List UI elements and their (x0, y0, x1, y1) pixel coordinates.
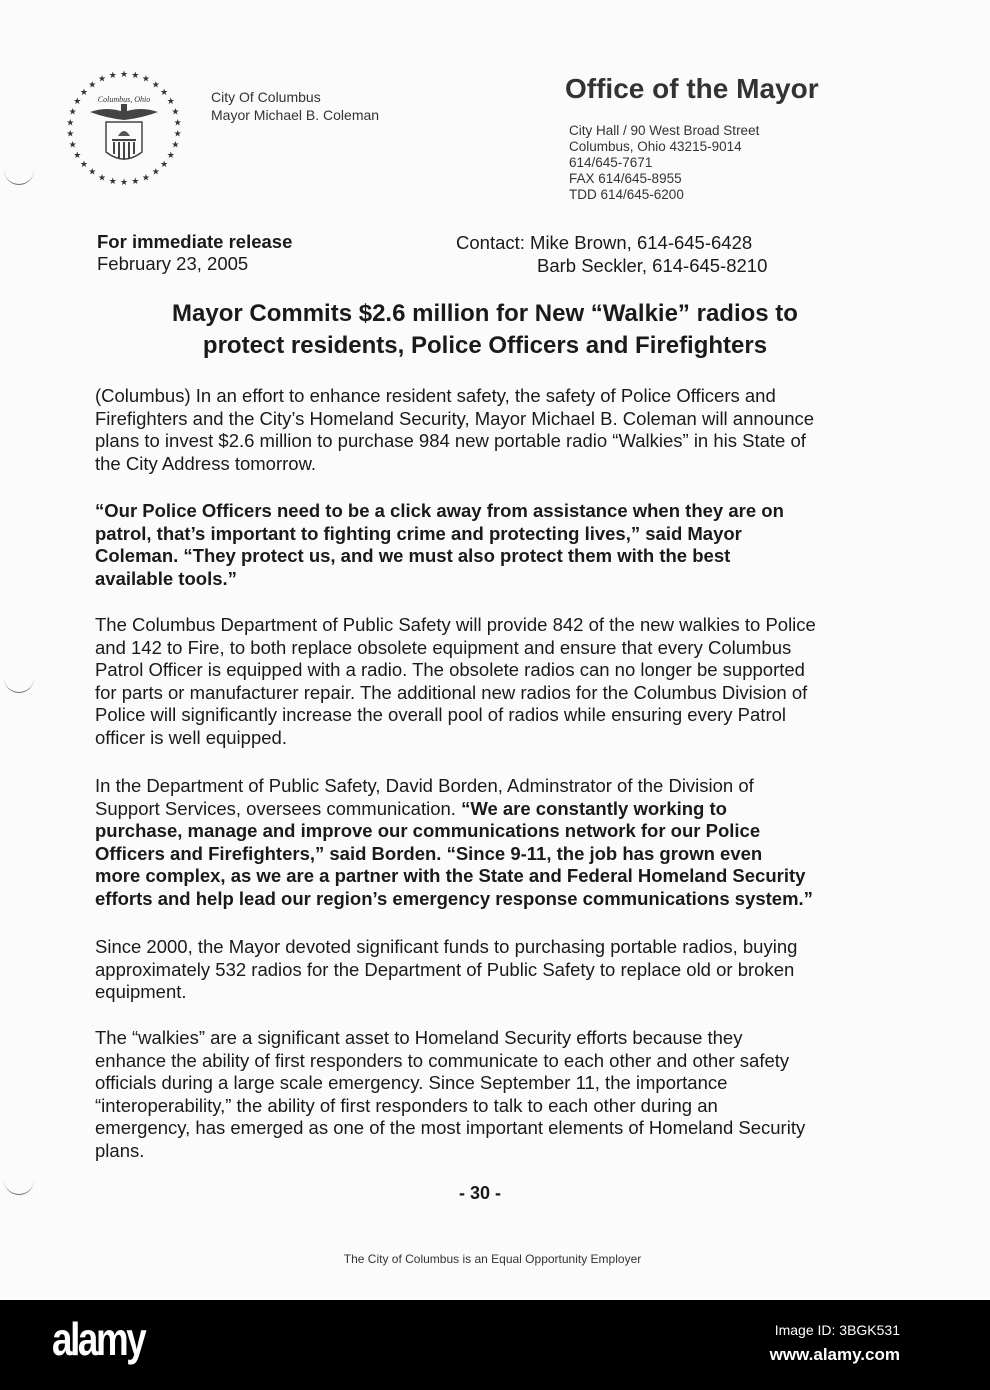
body-text: In the Department of Public Safety, David Borden, Adminstrator of the Division of (95, 775, 754, 796)
office-address (569, 123, 759, 203)
headline (0, 298, 970, 362)
star-icon: ★ (66, 128, 75, 139)
quote-text: available tools.” (95, 567, 237, 589)
paragraph-line (95, 385, 814, 408)
paragraph (95, 1027, 805, 1162)
quote-text: more complex, as we are a partner with the State and Federal Homeland Security (95, 865, 806, 886)
star-icon: ★ (166, 96, 175, 106)
star-icon: ★ (68, 139, 77, 150)
paragraph-line (95, 545, 784, 568)
body-text: and 142 to Fire, to both replace obsolete equipment and ensure that every Columbus (95, 636, 792, 658)
body-text: Since 2000, the Mayor devoted significant funds to purchasing portable radios, buying (95, 936, 798, 957)
office-title: Office of the Mayor (565, 73, 819, 104)
address-line: Columbus, Ohio 43215-9014 (569, 139, 742, 154)
headline-line: protect residents, Police Officers and Firefighters (202, 332, 768, 359)
quote-text: “Our Police Officers need to be a click away from assistance when they are on (95, 500, 784, 521)
paragraph (95, 936, 797, 1004)
paragraph-line (95, 523, 784, 546)
paragraph-line (95, 659, 816, 682)
body-text: Police will significantly increase the overall pool of radios while ensuring every Patrol (95, 704, 787, 725)
body-text: for parts or manufacturer repair. The additional new radios for the Columbus Division of (95, 681, 808, 703)
paragraph-line (95, 682, 816, 705)
body-text: Firefighters and the City’s Homeland Security, Mayor Michael B. Coleman will announce (95, 407, 815, 429)
paragraph-line (95, 1050, 805, 1073)
quote-text: efforts and help lead our region’s emergency response communications system.” (95, 887, 813, 909)
star-icon: ★ (171, 106, 180, 117)
paragraph (95, 500, 784, 590)
star-icon: ★ (66, 117, 75, 128)
body-text: plans. (95, 1139, 145, 1161)
star-icon: ★ (73, 96, 82, 106)
star-icon: ★ (119, 177, 129, 187)
footer-text: The City of Columbus is an Equal Opportunity Employer (343, 1252, 642, 1266)
paragraph-line (95, 1027, 805, 1050)
body-text: Support Services, oversees communication. (95, 797, 462, 819)
paragraph-line (95, 453, 814, 476)
star-icon: ★ (97, 73, 107, 84)
body-text: the City Address tomorrow. (95, 452, 317, 474)
star-icon: ★ (79, 86, 88, 97)
star-icon: ★ (141, 73, 151, 84)
body-text: equipment. (95, 981, 187, 1002)
quote-text: Coleman. “They protect us, and we must also protect them with the best (95, 545, 731, 566)
seal-text: Columbus, Ohio (97, 95, 151, 104)
body-text: emergency, has emerged as one of the most important elements of Homeland Security (95, 1117, 806, 1138)
star-icon: ★ (160, 159, 169, 170)
image-id: Image ID: 3BGK531 (774, 1322, 900, 1338)
watermark-url: www.alamy.com (769, 1345, 900, 1364)
star-icon: ★ (141, 172, 151, 183)
paragraph-line (95, 1140, 805, 1163)
contact-2: Barb Seckler, 614-645-8210 (537, 255, 768, 276)
paragraph-line (95, 1117, 805, 1140)
paragraph-line (95, 959, 797, 982)
contact-1: Contact: Mike Brown, 614-645-6428 (456, 232, 753, 253)
phone-line: 614/645-7671 (569, 155, 653, 170)
body-text: Patrol Officer is equipped with a radio. The obsolete radios can no longer be supported (95, 659, 805, 680)
star-icon: ★ (88, 79, 97, 90)
tdd-line: TDD 614/645-6200 (569, 187, 684, 202)
paragraph-line (95, 500, 784, 523)
star-icon: ★ (166, 150, 175, 160)
star-icon: ★ (119, 69, 129, 79)
paragraph-line (95, 888, 813, 911)
watermark-bar (0, 1300, 990, 1390)
quote-text: purchase, manage and improve our communications network for our Police (95, 820, 761, 841)
star-icon: ★ (151, 79, 160, 90)
star-icon: ★ (173, 117, 182, 128)
binder-hole-mark (4, 678, 34, 693)
star-icon: ★ (173, 128, 182, 139)
body-text: plans to invest $2.6 million to purchase 984 new portable radio “Walkies” in his State of (95, 430, 806, 451)
quote-text: Officers and Firefighters,” said Borden. “Since 9-11, the job has grown even (95, 842, 763, 864)
paragraph-line (95, 843, 813, 866)
star-icon: ★ (79, 159, 88, 170)
page-number: - 30 - (458, 1183, 501, 1203)
body-text: approximately 532 radios for the Department of Public Safety to replace old or broken (95, 958, 795, 980)
paragraph-line (95, 820, 813, 843)
body-text: officer is well equipped. (95, 726, 287, 748)
headline-line: Mayor Commits $2.6 million for New “Walkie” radios to (172, 300, 798, 327)
paragraph-line (95, 865, 813, 888)
paragraph-line (95, 1095, 805, 1118)
paragraph-line (95, 637, 816, 660)
body-text: officials during a large scale emergency. Since September 11, the importance (95, 1072, 728, 1093)
star-icon: ★ (108, 175, 117, 186)
letterhead-city: City Of Columbus (211, 89, 321, 105)
body-text: (Columbus) In an effort to enhance resident safety, the safety of Police Officers and (95, 385, 776, 406)
star-icon: ★ (73, 150, 82, 160)
star-icon: ★ (171, 139, 180, 150)
star-icon: ★ (131, 175, 140, 186)
release-date: February 23, 2005 (97, 253, 249, 274)
letterhead-mayor: Mayor Michael B. Coleman (211, 107, 380, 123)
paragraph-line (95, 981, 797, 1004)
paragraph-line (95, 936, 797, 959)
star-icon: ★ (108, 70, 117, 81)
address-line: City Hall / 90 West Broad Street (569, 123, 760, 138)
paragraph-line (95, 408, 814, 431)
star-icon: ★ (160, 86, 169, 97)
quote-text: patrol, that’s important to fighting crime and protecting lives,” said Mayor (95, 522, 742, 544)
paragraph-line (95, 568, 784, 591)
paragraph (95, 775, 813, 910)
city-seal-logo (62, 66, 186, 190)
paragraph (95, 614, 816, 749)
star-icon: ★ (68, 106, 77, 117)
body-text: The Columbus Department of Public Safety will provide 842 of the new walkies to Police (95, 614, 816, 635)
paragraph-line (95, 614, 816, 637)
paragraph-line (95, 704, 816, 727)
alamy-logo: alamy (52, 1313, 145, 1365)
star-icon: ★ (131, 70, 140, 81)
star-icon: ★ (88, 166, 97, 177)
paragraph-line (95, 727, 816, 750)
binder-hole-mark (4, 170, 34, 185)
paragraph (95, 385, 814, 475)
body-text: The “walkies” are a significant asset to Homeland Security efforts because they (95, 1027, 743, 1048)
body-text: “interoperability,” the ability of first responders to talk to each other during an (95, 1094, 718, 1116)
fax-line: FAX 614/645-8955 (569, 171, 682, 186)
star-icon: ★ (151, 166, 160, 177)
paragraph-line (95, 430, 814, 453)
quote-text: “We are constantly working to (461, 797, 727, 819)
paragraph-line (95, 1072, 805, 1095)
star-icon: ★ (97, 172, 107, 183)
release-label: For immediate release (97, 231, 293, 252)
body-text: enhance the ability of first responders to communicate to each other and other safety (95, 1049, 790, 1071)
paragraph-line (95, 775, 813, 798)
paragraph-line (95, 798, 813, 821)
